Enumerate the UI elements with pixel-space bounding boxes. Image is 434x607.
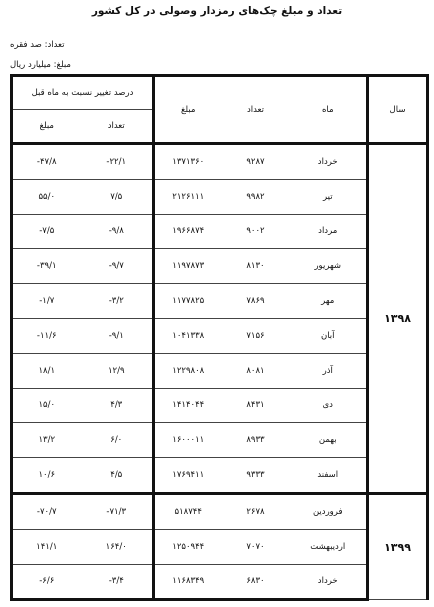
change-count-cell: ۴/۵: [81, 458, 154, 494]
amount-cell: ۱۲۲۹۸۰۸: [154, 353, 222, 388]
change-count-cell: -۹/۱: [81, 318, 154, 353]
amount-cell: ۱۳۷۱۳۶۰: [154, 144, 222, 180]
amount-cell: ۱۱۶۸۳۴۹: [154, 564, 222, 600]
amount-cell: ۵۱۸۷۴۴: [154, 493, 222, 529]
table-row: [12, 388, 428, 423]
change-count-cell: ۱۲/۹: [81, 353, 154, 388]
table-row: [12, 144, 428, 180]
month-cell: شهریور: [290, 249, 368, 284]
table-row: [12, 529, 428, 564]
amount-cell: ۱۷۶۹۴۱۱: [154, 458, 222, 494]
month-cell: آذر: [290, 353, 368, 388]
count-cell: ۹۰۰۲: [222, 214, 290, 249]
month-cell: بهمن: [290, 423, 368, 458]
change-amount-cell: ۵۵/۰: [12, 179, 81, 214]
change-count-cell: -۳/۴: [81, 564, 154, 600]
year-cell: ۱۳۹۸: [368, 144, 428, 494]
header-change-count: تعداد: [81, 110, 154, 144]
count-cell: ۸۱۳۰: [222, 249, 290, 284]
amount-cell: ۱۹۶۶۸۷۴: [154, 214, 222, 249]
change-amount-cell: ۱۰/۶: [12, 458, 81, 494]
table-row: [12, 318, 428, 353]
table-row: [12, 493, 428, 529]
amount-cell: ۱۱۹۷۸۷۳: [154, 249, 222, 284]
count-cell: ۹۹۸۲: [222, 179, 290, 214]
count-cell: ۲۶۷۸: [222, 493, 290, 529]
change-count-cell: ۶/۰: [81, 423, 154, 458]
table-row: [12, 564, 428, 600]
change-amount-cell: -۳۹/۱: [12, 249, 81, 284]
count-cell: ۷۸۶۹: [222, 284, 290, 319]
month-cell: اسفند: [290, 458, 368, 494]
table-row: [12, 179, 428, 214]
header-change-group: درصد تغییر نسبت به ماه قبل: [12, 76, 154, 110]
change-count-cell: -۹/۷: [81, 249, 154, 284]
change-amount-cell: ۱۸/۱: [12, 353, 81, 388]
change-amount-cell: -۷/۵: [12, 214, 81, 249]
month-cell: دی: [290, 388, 368, 423]
year-cell: ۱۳۹۹: [368, 493, 428, 599]
table-row: [12, 353, 428, 388]
month-cell: مرداد: [290, 214, 368, 249]
table-row: [12, 284, 428, 319]
unit-amount-note: مبلغ: میلیارد ریال: [10, 60, 71, 70]
table-row: [12, 214, 428, 249]
amount-cell: ۱۱۷۷۸۲۵: [154, 284, 222, 319]
change-amount-cell: ۱۵/۰: [12, 388, 81, 423]
month-cell: تیر: [290, 179, 368, 214]
header-count: تعداد: [222, 76, 290, 144]
header-amount: مبلغ: [154, 76, 222, 144]
change-amount-cell: -۱۱/۶: [12, 318, 81, 353]
amount-cell: ۱۲۵۰۹۴۴: [154, 529, 222, 564]
amount-cell: ۱۴۱۴۰۴۴: [154, 388, 222, 423]
table-row: [12, 458, 428, 494]
change-count-cell: -۳/۲: [81, 284, 154, 319]
change-count-cell: -۷۱/۳: [81, 493, 154, 529]
change-amount-cell: -۱/۷: [12, 284, 81, 319]
change-count-cell: ۴/۳: [81, 388, 154, 423]
count-cell: ۶۸۳۰: [222, 564, 290, 600]
header-year: سال: [368, 76, 428, 144]
table-row: [12, 423, 428, 458]
month-cell: فروردین: [290, 493, 368, 529]
amount-cell: ۱۰۴۱۳۳۸: [154, 318, 222, 353]
month-cell: خرداد: [290, 144, 368, 180]
change-amount-cell: -۶/۶: [12, 564, 81, 600]
month-cell: اردیبهشت: [290, 529, 368, 564]
checks-table: [10, 74, 429, 601]
unit-count-note: تعداد: صد فقره: [10, 40, 65, 50]
change-count-cell: ۱۶۴/۰: [81, 529, 154, 564]
count-cell: ۸۹۳۳: [222, 423, 290, 458]
count-cell: ۸۴۳۱: [222, 388, 290, 423]
change-amount-cell: ۱۳/۲: [12, 423, 81, 458]
change-count-cell: -۹/۸: [81, 214, 154, 249]
page-title: تعداد و مبلغ چک‌های رمزدار وصولی در کل کشور: [91, 5, 343, 17]
count-cell: ۹۲۸۷: [222, 144, 290, 180]
count-cell: ۸۰۸۱: [222, 353, 290, 388]
change-count-cell: ۷/۵: [81, 179, 154, 214]
change-amount-cell: ۱۴۱/۱: [12, 529, 81, 564]
change-amount-cell: -۴۷/۸: [12, 144, 81, 180]
month-cell: خرداد: [290, 564, 368, 600]
amount-cell: ۱۶۰۰۰۱۱: [154, 423, 222, 458]
count-cell: ۷۰۷۰: [222, 529, 290, 564]
change-count-cell: -۲۲/۱: [81, 144, 154, 180]
count-cell: ۹۳۳۳: [222, 458, 290, 494]
amount-cell: ۲۱۲۶۱۱۱: [154, 179, 222, 214]
header-month: ماه: [290, 76, 368, 144]
month-cell: آبان: [290, 318, 368, 353]
header-change-amount: مبلغ: [12, 110, 81, 144]
count-cell: ۷۱۵۶: [222, 318, 290, 353]
month-cell: مهر: [290, 284, 368, 319]
table-row: [12, 249, 428, 284]
change-amount-cell: -۷۰/۷: [12, 493, 81, 529]
